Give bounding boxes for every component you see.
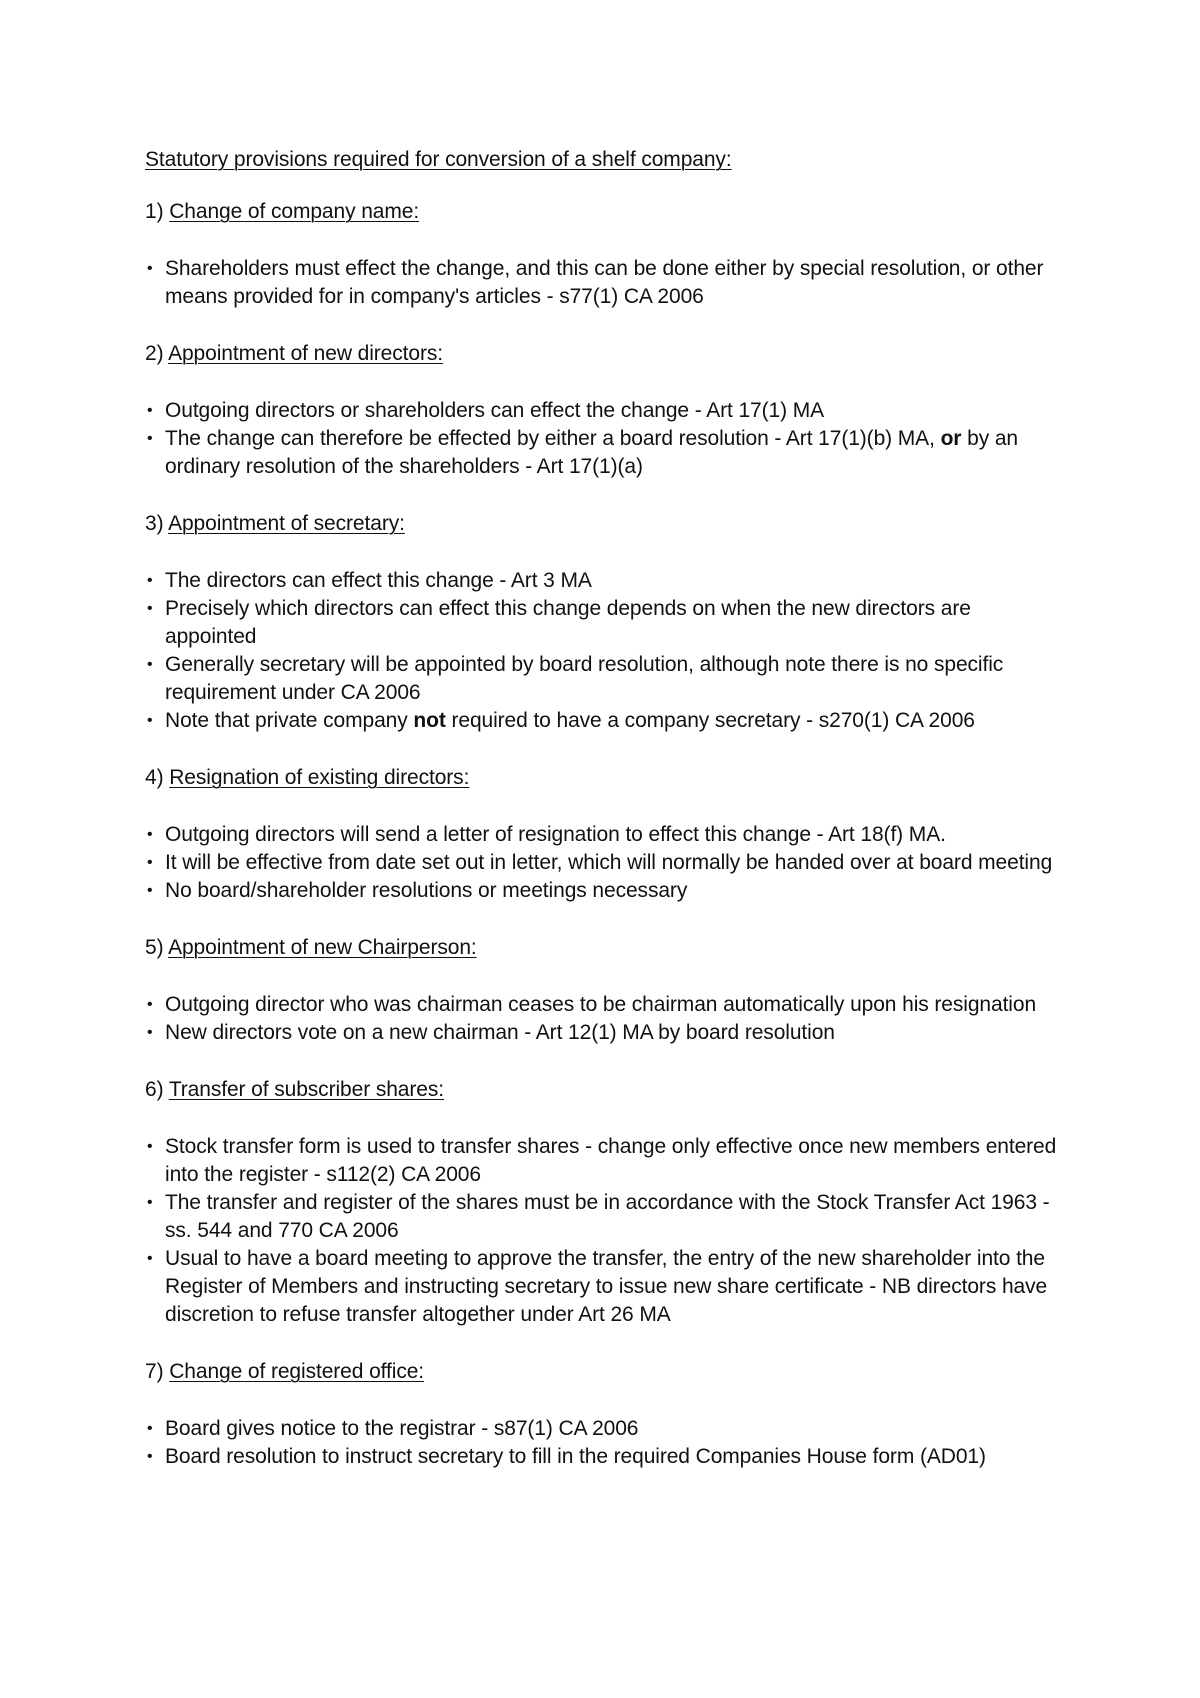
list-item (145, 1443, 1065, 1471)
bullet-icon: • (147, 996, 153, 1013)
section-heading (145, 510, 1065, 538)
section-heading (145, 934, 1065, 962)
section-heading-text: Transfer of subscriber shares: (168, 1078, 444, 1101)
bold-text: not (413, 709, 446, 732)
section-4 (145, 764, 1065, 905)
list-item-text: Precisely which directors can effect this change depends on when the new directors are appointed (165, 597, 971, 648)
section-heading-text: Appointment of new directors: (168, 342, 443, 365)
bullet-icon: • (147, 1024, 153, 1041)
list-item-text: Shareholders must effect the change, and this can be done either by special resolution, or other means provided for in company's articles - s77(1) CA 2006 (165, 257, 1044, 308)
list-item-text: The transfer and register of the shares must be in accordance with the Stock Transfer Act 1963 - ss. 544 and 770 CA 2006 (165, 1191, 1050, 1242)
bullet-list (145, 567, 1065, 735)
section-heading-text: Appointment of new Chairperson: (168, 936, 477, 959)
bullet-icon: • (147, 1448, 153, 1465)
list-item (145, 849, 1065, 877)
section-heading (145, 1358, 1065, 1386)
section-heading (145, 764, 1065, 792)
list-item-text: Outgoing directors or shareholders can effect the change - Art 17(1) MA (165, 399, 825, 422)
section-6 (145, 1076, 1065, 1329)
list-item (145, 707, 1065, 735)
document-content (145, 146, 1065, 1500)
list-item-text: The directors can effect this change - Art 3 MA (165, 569, 592, 592)
list-item-text: Outgoing director who was chairman ceases to be chairman automatically upon his resignation (165, 993, 1037, 1016)
list-item-text: The change can therefore be effected by either a board resolution - Art 17(1)(b) MA, (165, 427, 941, 450)
section-heading (145, 1076, 1065, 1104)
bullet-icon: • (147, 260, 153, 277)
bullet-list (145, 1415, 1065, 1471)
section-heading-text: Change of registered office: (169, 1360, 425, 1383)
bullet-icon: • (147, 600, 153, 617)
section-number: 5) (145, 936, 169, 959)
list-item (145, 595, 1065, 651)
bullet-icon: • (147, 1250, 153, 1267)
list-item (145, 1245, 1065, 1329)
bullet-icon: • (147, 572, 153, 589)
list-item (145, 255, 1065, 311)
list-item-text: Stock transfer form is used to transfer shares - change only effective once new members entered into the register - s112(2) CA 2006 (165, 1135, 1057, 1186)
list-item-text: Generally secretary will be appointed by board resolution, although note there is no specific requirement under CA 2006 (165, 653, 1004, 704)
list-item-text: New directors vote on a new chairman - Art 12(1) MA by board resolution (165, 1021, 835, 1044)
list-item (145, 991, 1065, 1019)
section-3 (145, 510, 1065, 735)
list-item (145, 821, 1065, 849)
section-number: 2) (145, 342, 169, 365)
list-item-text: required to have a company secretary - s270(1) CA 2006 (445, 709, 975, 732)
list-item (145, 651, 1065, 707)
section-5 (145, 934, 1065, 1047)
list-item-text: It will be effective from date set out in letter, which will normally be handed over at board meeting (165, 851, 1053, 874)
bullet-list (145, 397, 1065, 481)
section-7 (145, 1358, 1065, 1471)
section-number: 3) (145, 512, 169, 535)
bullet-list (145, 1133, 1065, 1329)
list-item (145, 567, 1065, 595)
section-number: 1) (145, 200, 170, 223)
list-item-text: by an ordinary resolution of the shareholders - Art 17(1)(a) (165, 427, 1018, 478)
bullet-icon: • (147, 1138, 153, 1155)
list-item (145, 1415, 1065, 1443)
list-item (145, 425, 1065, 481)
bullet-list (145, 991, 1065, 1047)
bold-text: or (940, 427, 962, 450)
bullet-icon: • (147, 854, 153, 871)
list-item (145, 1019, 1065, 1047)
list-item-text: No board/shareholder resolutions or meetings necessary (165, 879, 688, 902)
bullet-icon: • (147, 430, 153, 447)
bullet-icon: • (147, 1194, 153, 1211)
list-item-text: Outgoing directors will send a letter of resignation to effect this change - Art 18(f) MA. (165, 823, 946, 846)
list-item-text: Board resolution to instruct secretary to fill in the required Companies House form (AD01) (165, 1445, 986, 1468)
bullet-list (145, 821, 1065, 905)
list-item (145, 397, 1065, 425)
list-item (145, 1133, 1065, 1189)
list-item-text: Usual to have a board meeting to approve the transfer, the entry of the new shareholder into the Register of Members and instructing secretary to issue new share certificate - NB directors have discretion to refuse transfer altogether under Art 26 MA (165, 1247, 1048, 1326)
list-item-text: Board gives notice to the registrar - s87(1) CA 2006 (165, 1417, 639, 1440)
list-item (145, 877, 1065, 905)
section-heading-text: Resignation of existing directors: (169, 766, 470, 789)
section-number: 6) (145, 1078, 169, 1101)
section-heading-text: Appointment of secretary: (168, 512, 405, 535)
section-heading (145, 198, 1065, 226)
section-number: 7) (145, 1360, 170, 1383)
section-heading (145, 340, 1065, 368)
bullet-icon: • (147, 882, 153, 899)
bullet-icon: • (147, 656, 153, 673)
section-heading-text: Change of company name: (169, 200, 420, 223)
bullet-icon: • (147, 826, 153, 843)
bullet-icon: • (147, 712, 153, 729)
list-item-text: Note that private company (165, 709, 414, 732)
bullet-list (145, 255, 1065, 311)
document-title-text: Statutory provisions required for conversion of a shelf company: (145, 148, 732, 171)
section-number: 4) (145, 766, 170, 789)
section-2 (145, 340, 1065, 481)
section-1 (145, 198, 1065, 311)
bullet-icon: • (147, 402, 153, 419)
bullet-icon: • (147, 1420, 153, 1437)
list-item (145, 1189, 1065, 1245)
sections-container (145, 198, 1065, 1471)
document-title (145, 146, 1065, 174)
